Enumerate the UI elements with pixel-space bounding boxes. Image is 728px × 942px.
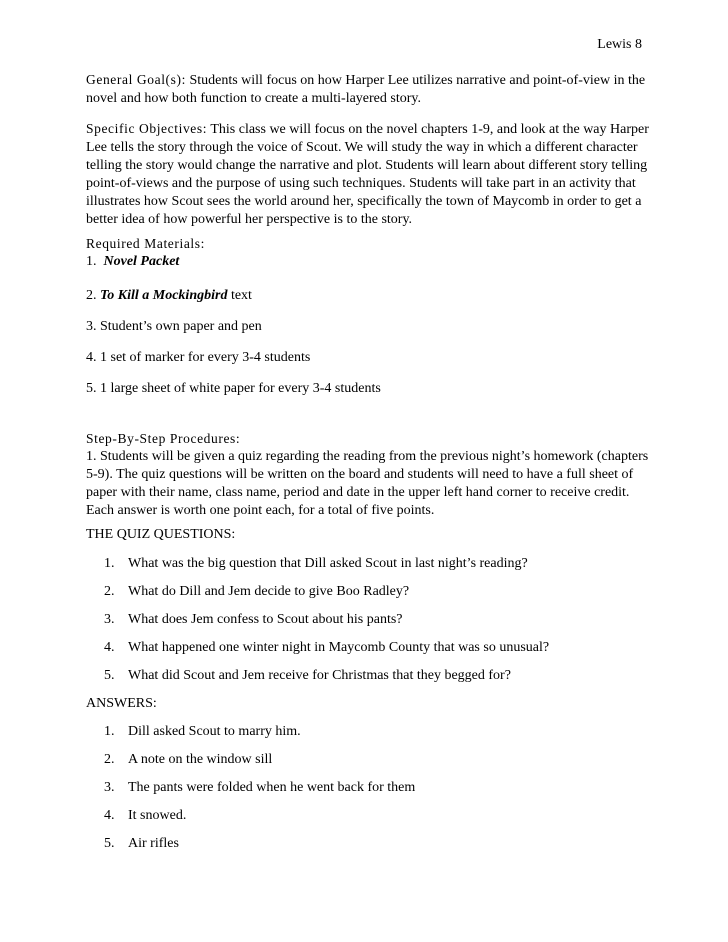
quiz-question — [104, 667, 644, 685]
quiz-question — [104, 639, 644, 657]
quiz-question-text: What did Scout and Jem receive for Christmas that they begged for? — [128, 668, 511, 683]
quiz-question — [104, 583, 644, 601]
quiz-heading: THE QUIZ QUESTIONS: — [86, 527, 236, 542]
specific-objectives-label: Specific Objectives: — [86, 121, 208, 136]
quiz-question-num: 4. — [104, 640, 115, 655]
quiz-question-num: 5. — [104, 668, 115, 683]
quiz-question-text: What do Dill and Jem decide to give Boo Radley? — [128, 584, 410, 599]
material-item-4: 4. 1 set of marker for every 3-4 students — [86, 350, 311, 365]
answer-num: 5. — [104, 836, 115, 851]
answer-item — [104, 835, 644, 853]
general-goal-text: Students will focus on how Harper Lee utilizes narrative and point-of-view in the novel and how both function to create a multi-layered story. — [86, 73, 646, 106]
specific-objectives-text: This class we will focus on the novel chapters 1-9, and look at the way Harper Lee tells the story through the voice of Scout. We will study the way in which a different character telling the story would change the narrative and plot. Students will learn about different story telling point-of-views and the purpose of using such techniques. Students will take part in an activity that illustrates how Scout sees the world around her, specifically the town of Maycomb in order to get a better idea of how powerful her perspective is to the story. — [86, 122, 649, 227]
answer-text: Air rifles — [128, 836, 179, 851]
material-item-3: 3. Student’s own paper and pen — [86, 319, 262, 334]
material-item-2-title: To Kill a Mockingbird — [100, 288, 228, 303]
answer-item — [104, 751, 644, 769]
materials-label — [86, 235, 652, 254]
quiz-question — [104, 611, 644, 629]
materials-heading: Required Materials: — [86, 236, 205, 251]
quiz-question — [104, 555, 644, 573]
quiz-question-num: 2. — [104, 584, 115, 599]
material-item-2-num: 2. — [86, 288, 97, 303]
material-item-1-title: Novel Packet — [103, 254, 180, 269]
answer-item — [104, 723, 644, 741]
answer-item — [104, 807, 644, 825]
answer-text: Dill asked Scout to marry him. — [128, 724, 301, 739]
answer-text: The pants were folded when he went back for them — [128, 780, 416, 795]
answer-num: 3. — [104, 780, 115, 795]
material-item-5: 5. 1 large sheet of white paper for every 3-4 students — [86, 381, 381, 396]
quiz-question-text: What happened one winter night in Maycomb County that was so unusual? — [128, 640, 550, 655]
answer-num: 4. — [104, 808, 115, 823]
material-item-1-num: 1. — [86, 254, 97, 269]
answer-text: A note on the window sill — [128, 752, 273, 767]
quiz-question-num: 3. — [104, 612, 115, 627]
general-goal-label: General Goal(s): — [86, 72, 186, 87]
answer-item — [104, 779, 644, 797]
material-item-2 — [86, 287, 652, 305]
answers-heading: ANSWERS: — [86, 696, 157, 711]
general-goal-paragraph — [86, 71, 652, 108]
quiz-question-text: What does Jem confess to Scout about his pants? — [128, 612, 403, 627]
answer-text: It snowed. — [128, 808, 187, 823]
procedure-step-1: 1. Students will be given a quiz regarding the reading from the previous night’s homework (chapters 5-9). The quiz questions will be written on the board and students will need to have a full sheet of paper with their name, class name, period and date in the upper left hand corner to receive credit. Each answer is worth one point each, for a total of five points. — [86, 449, 649, 518]
specific-objectives-paragraph — [86, 120, 652, 229]
procedures-label: Step-By-Step Procedures: — [86, 431, 241, 446]
quiz-question-text: What was the big question that Dill asked Scout in last night’s reading? — [128, 556, 528, 571]
answer-num: 1. — [104, 724, 115, 739]
material-item-1 — [86, 253, 652, 271]
procedures-heading — [86, 430, 652, 449]
answer-num: 2. — [104, 752, 115, 767]
quiz-question-num: 1. — [104, 556, 115, 571]
material-item-2-rest: text — [227, 288, 252, 303]
page-header: Lewis 8 — [597, 37, 642, 52]
